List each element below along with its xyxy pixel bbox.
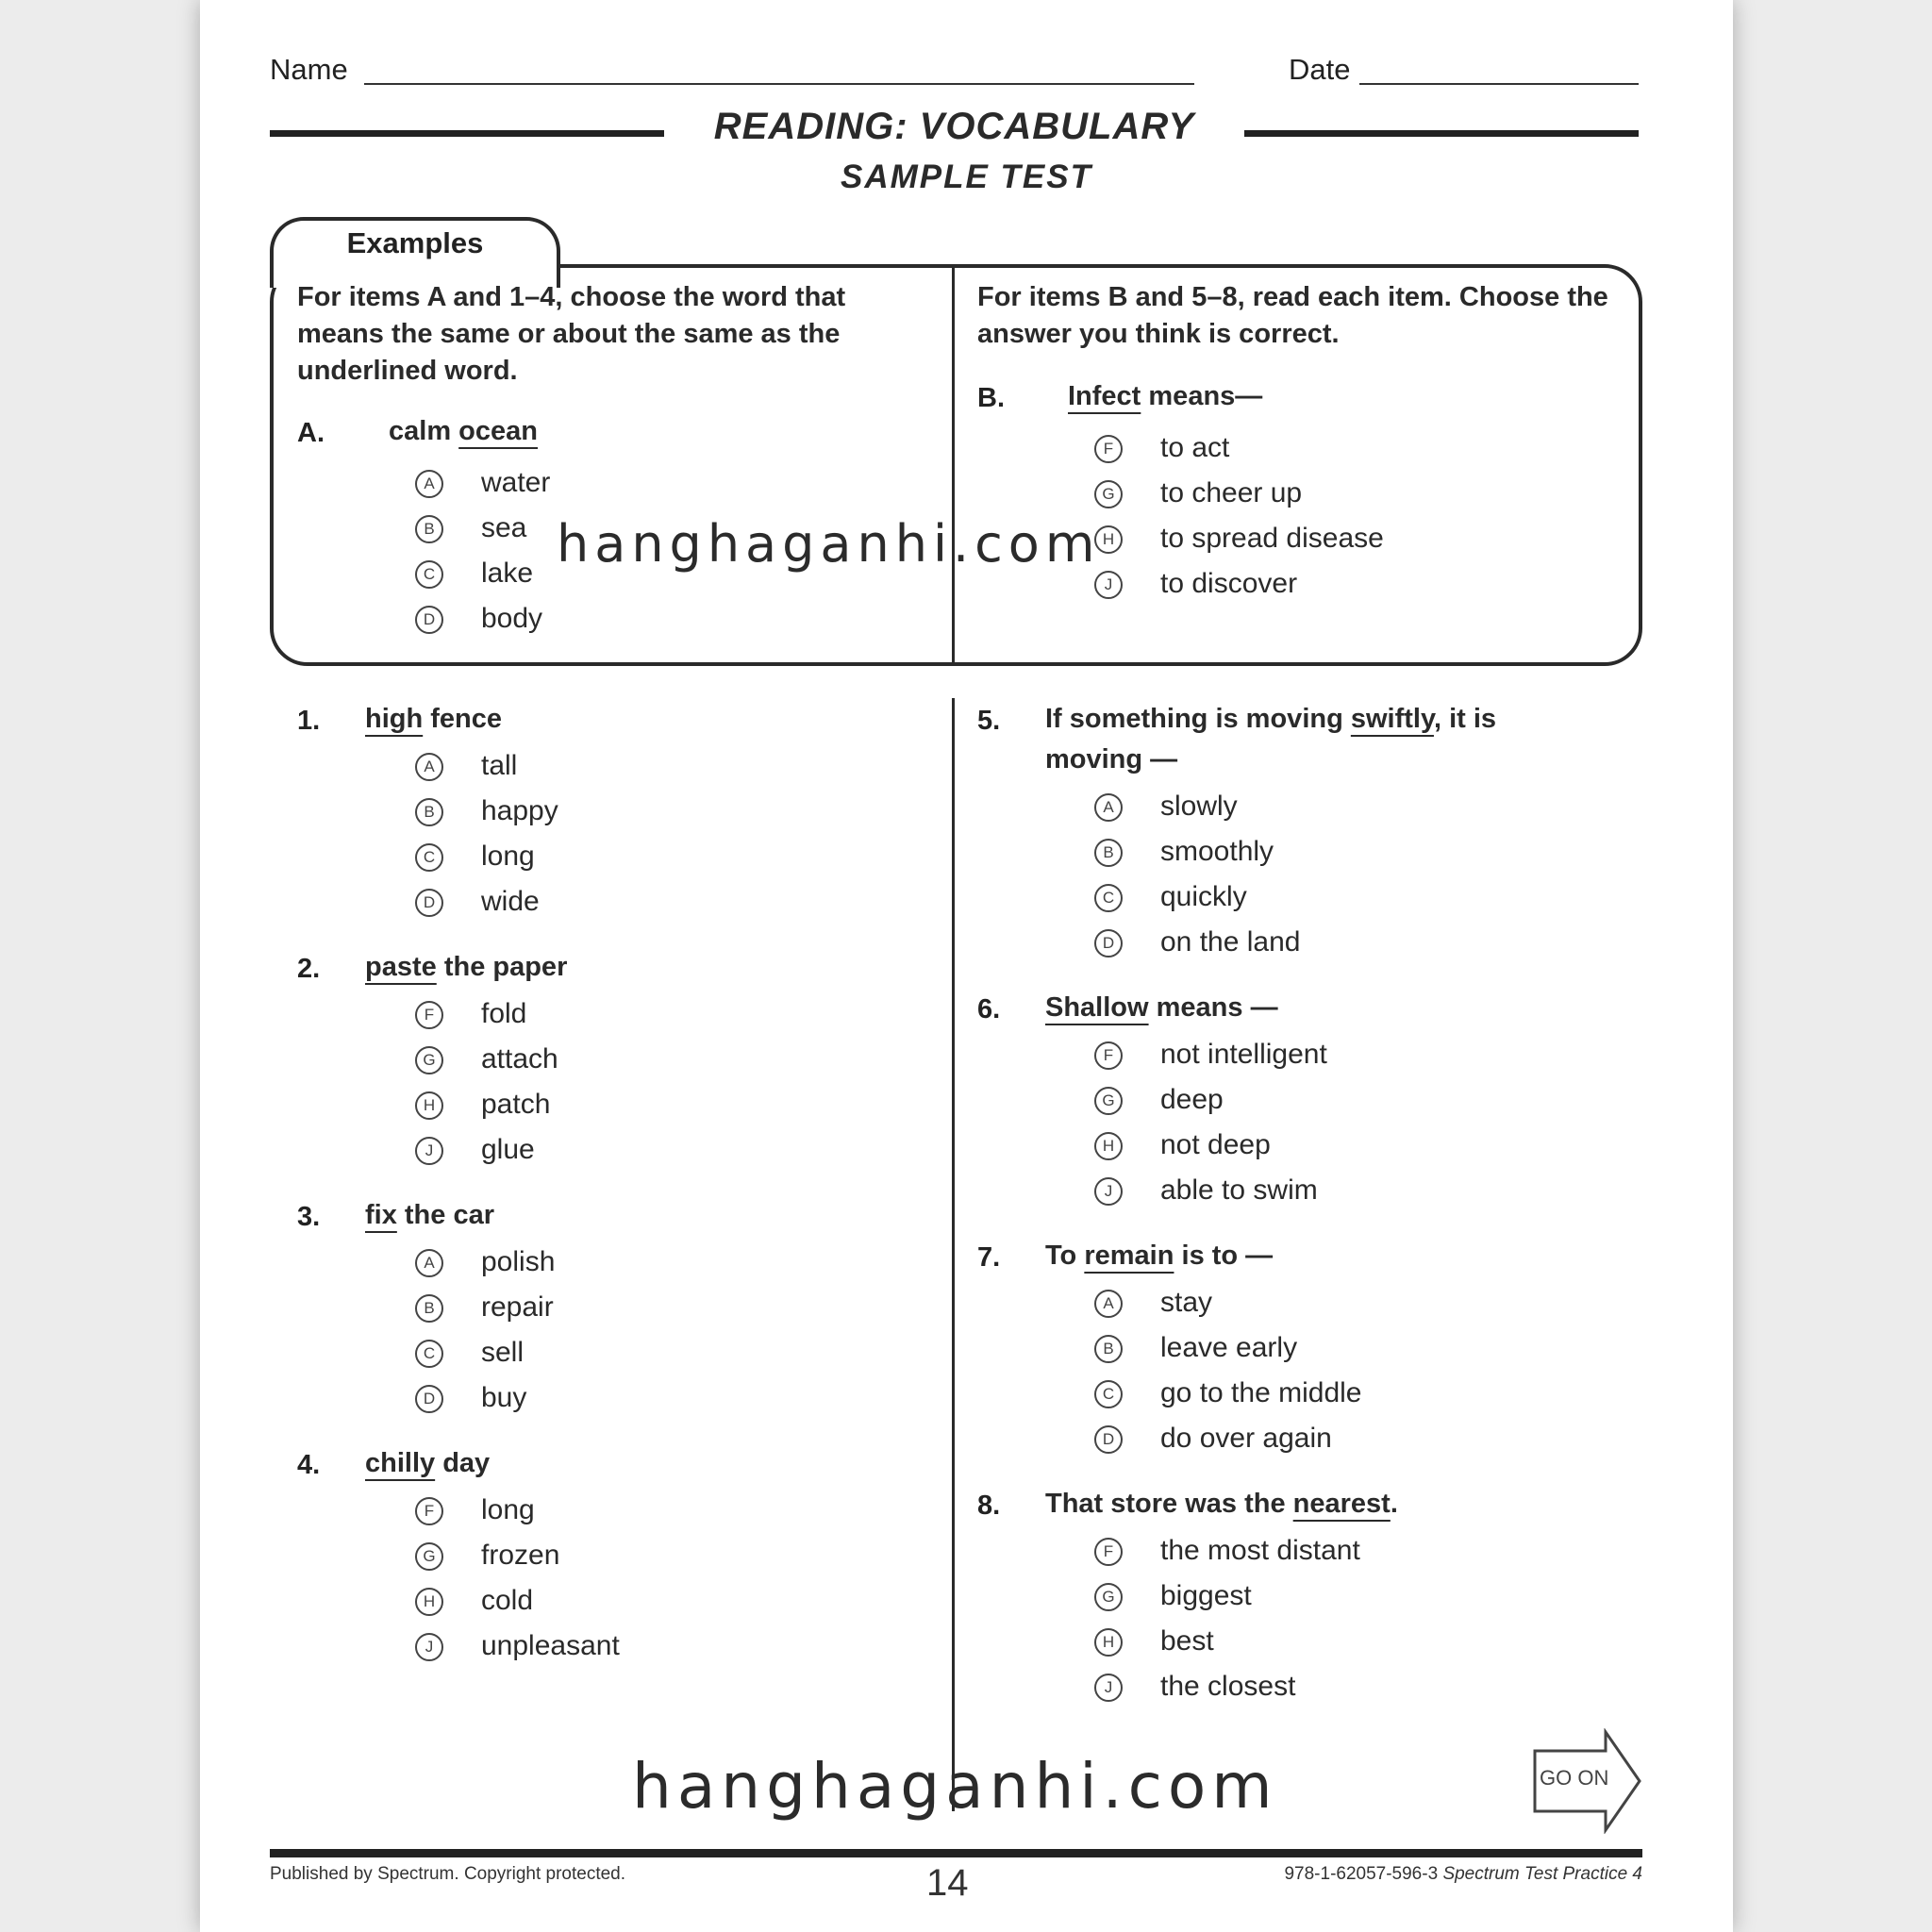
option-text: buy (481, 1382, 527, 1413)
answer-bubble[interactable]: F (1094, 1538, 1123, 1566)
watermark-bottom: hanghaganhi.com (632, 1750, 1278, 1823)
q2-rest: the paper (436, 952, 568, 982)
answer-bubble[interactable]: D (1094, 1425, 1123, 1454)
instructions-left: For items A and 1–4, choose the word that means the same or about the same as the underlined word. (297, 282, 846, 386)
answer-bubble[interactable]: B (415, 798, 443, 826)
name-field-line[interactable] (364, 83, 1194, 85)
column-divider (952, 698, 955, 1811)
q1-number: 1. (297, 706, 321, 736)
page-title: READING: VOCABULARY (713, 106, 1195, 147)
q5-line2: moving — (1045, 744, 1178, 774)
q7-before: To (1045, 1241, 1085, 1271)
q8-text (1045, 1484, 1398, 1524)
option-text: water (481, 467, 551, 498)
q8-after: . (1390, 1489, 1398, 1519)
option-text: to discover (1160, 568, 1298, 599)
q6-number: 6. (977, 994, 1001, 1024)
q2-number: 2. (297, 954, 321, 984)
title-rule-right (1244, 130, 1639, 137)
answer-bubble[interactable]: G (415, 1046, 443, 1074)
q7-number: 7. (977, 1242, 1001, 1273)
examples-divider (952, 266, 955, 664)
title-bar (270, 106, 1639, 162)
answer-bubble[interactable]: D (1094, 929, 1123, 958)
example-b-rest: means— (1141, 381, 1263, 411)
option-text: quickly (1160, 881, 1247, 912)
option-text: go to the middle (1160, 1377, 1362, 1408)
q3-underlined: fix (365, 1200, 397, 1230)
answer-bubble[interactable]: G (1094, 480, 1123, 508)
q6-underlined: Shallow (1045, 992, 1149, 1023)
page-subtitle: SAMPLE TEST (840, 158, 1093, 195)
answer-bubble[interactable]: G (1094, 1087, 1123, 1115)
example-a-text (389, 411, 538, 452)
q1-text (365, 699, 502, 740)
option-text: patch (481, 1089, 551, 1120)
q4-text (365, 1443, 490, 1484)
q4-underlined: chilly (365, 1448, 436, 1478)
q5-underlined: swiftly (1350, 704, 1434, 734)
q7-after: is to — (1174, 1241, 1274, 1271)
answer-bubble[interactable]: C (415, 843, 443, 872)
answer-bubble[interactable]: H (415, 1588, 443, 1616)
option-text: able to swim (1160, 1174, 1318, 1206)
option-text: deep (1160, 1084, 1224, 1115)
q5-after: , it is (1433, 704, 1497, 734)
name-date-row (270, 49, 1639, 92)
example-b-number: B. (977, 383, 1005, 413)
answer-bubble[interactable]: C (415, 560, 443, 589)
answer-bubble[interactable]: J (415, 1633, 443, 1661)
answer-bubble[interactable]: D (415, 1385, 443, 1413)
answer-bubble[interactable]: A (1094, 793, 1123, 822)
option-text: to spread disease (1160, 523, 1384, 554)
instructions-right: For items B and 5–8, read each item. Choose the answer you think is correct. (977, 282, 1608, 349)
answer-bubble[interactable]: J (1094, 571, 1123, 599)
q2-text (365, 947, 567, 988)
answer-bubble[interactable]: A (415, 753, 443, 781)
option-text: leave early (1160, 1332, 1298, 1363)
answer-bubble[interactable]: H (415, 1091, 443, 1120)
q5-number: 5. (977, 706, 1001, 736)
option-text: tall (481, 750, 518, 781)
answer-bubble[interactable]: D (415, 606, 443, 634)
option-text: sell (481, 1337, 525, 1368)
answer-bubble[interactable]: G (1094, 1583, 1123, 1611)
q5-text (1045, 699, 1630, 780)
option-text: long (481, 1494, 535, 1525)
footer-book-info (1284, 1864, 1642, 1885)
answer-bubble[interactable]: J (415, 1137, 443, 1165)
test-page (200, 0, 1733, 1932)
answer-bubble[interactable]: D (415, 889, 443, 917)
answer-bubble[interactable]: C (1094, 884, 1123, 912)
answer-bubble[interactable]: A (1094, 1290, 1123, 1318)
option-text: not deep (1160, 1129, 1271, 1160)
answer-bubble[interactable]: B (415, 1294, 443, 1323)
q4-number: 4. (297, 1450, 321, 1480)
examples-tab-label: Examples (346, 226, 484, 259)
option-text: to cheer up (1160, 477, 1303, 508)
footer-book-title: Spectrum Test Practice 4 (1442, 1864, 1642, 1884)
option-text: slowly (1160, 791, 1238, 822)
option-text: best (1160, 1625, 1214, 1657)
option-text: on the land (1160, 926, 1301, 958)
date-field-line[interactable] (1359, 83, 1639, 85)
option-text: biggest (1160, 1580, 1252, 1611)
answer-bubble[interactable]: J (1094, 1674, 1123, 1702)
answer-bubble[interactable]: G (415, 1542, 443, 1571)
option-text: lake (481, 558, 534, 589)
answer-bubble[interactable]: C (415, 1340, 443, 1368)
name-label: Name (270, 53, 348, 86)
examples-tab (270, 217, 560, 288)
answer-bubble[interactable]: H (1094, 1132, 1123, 1160)
q3-rest: the car (396, 1200, 495, 1230)
q6-rest: means — (1148, 992, 1278, 1023)
q8-number: 8. (977, 1491, 1001, 1521)
q8-before: That store was the (1045, 1489, 1293, 1519)
example-a-word: calm (389, 416, 452, 446)
answer-bubble[interactable]: F (1094, 435, 1123, 463)
answer-bubble[interactable]: A (415, 470, 443, 498)
option-text: the most distant (1160, 1535, 1360, 1566)
option-text: body (481, 603, 543, 634)
option-text: repair (481, 1291, 554, 1323)
example-b-underlined: Infect (1068, 381, 1141, 411)
q6-text (1045, 988, 1278, 1028)
option-text: unpleasant (481, 1630, 620, 1661)
option-text: wide (481, 886, 540, 917)
answer-bubble[interactable]: H (1094, 1628, 1123, 1657)
option-text: fold (481, 998, 527, 1029)
answer-bubble[interactable]: F (1094, 1041, 1123, 1070)
q3-text (365, 1195, 494, 1236)
option-text: polish (481, 1246, 556, 1277)
go-on-arrow[interactable] (1532, 1728, 1643, 1834)
option-text: to act (1160, 432, 1230, 463)
answer-bubble[interactable]: B (415, 515, 443, 543)
option-text: stay (1160, 1287, 1213, 1318)
option-text: the closest (1160, 1671, 1296, 1702)
q4-rest: day (435, 1448, 491, 1478)
q1-rest: fence (423, 704, 503, 734)
q5-before: If something is moving (1045, 704, 1351, 734)
answer-bubble[interactable]: B (1094, 839, 1123, 867)
option-text: long (481, 841, 535, 872)
example-b-text (1068, 376, 1262, 417)
option-text: smoothly (1160, 836, 1274, 867)
page-number: 14 (926, 1862, 969, 1904)
answer-bubble[interactable]: B (1094, 1335, 1123, 1363)
example-a-number: A. (297, 418, 325, 448)
answer-bubble[interactable]: C (1094, 1380, 1123, 1408)
answer-bubble[interactable]: J (1094, 1177, 1123, 1206)
option-text: frozen (481, 1540, 560, 1571)
answer-bubble[interactable]: A (415, 1249, 443, 1277)
q2-underlined: paste (365, 952, 437, 982)
answer-bubble[interactable]: H (1094, 525, 1123, 554)
option-text: cold (481, 1585, 534, 1616)
option-text: glue (481, 1134, 535, 1165)
q7-underlined: remain (1084, 1241, 1174, 1271)
go-on-label: GO ON (1540, 1766, 1609, 1790)
q8-underlined: nearest (1292, 1489, 1391, 1519)
watermark-top: hanghaganhi.com (557, 514, 1101, 574)
q1-underlined: high (365, 704, 424, 734)
footer-rule (270, 1849, 1642, 1857)
footer-isbn: 978-1-62057-596-3 (1284, 1864, 1443, 1884)
answer-bubble[interactable]: F (415, 1001, 443, 1029)
footer-publisher: Published by Spectrum. Copyright protected. (270, 1864, 626, 1884)
option-text: do over again (1160, 1423, 1332, 1454)
option-text: happy (481, 795, 558, 826)
option-text: sea (481, 512, 527, 543)
answer-bubble[interactable]: F (415, 1497, 443, 1525)
date-label: Date (1289, 53, 1351, 86)
option-text: attach (481, 1043, 558, 1074)
q7-text (1045, 1236, 1273, 1276)
option-text: not intelligent (1160, 1039, 1327, 1070)
q3-number: 3. (297, 1202, 321, 1232)
example-a-underlined: ocean (458, 416, 538, 446)
